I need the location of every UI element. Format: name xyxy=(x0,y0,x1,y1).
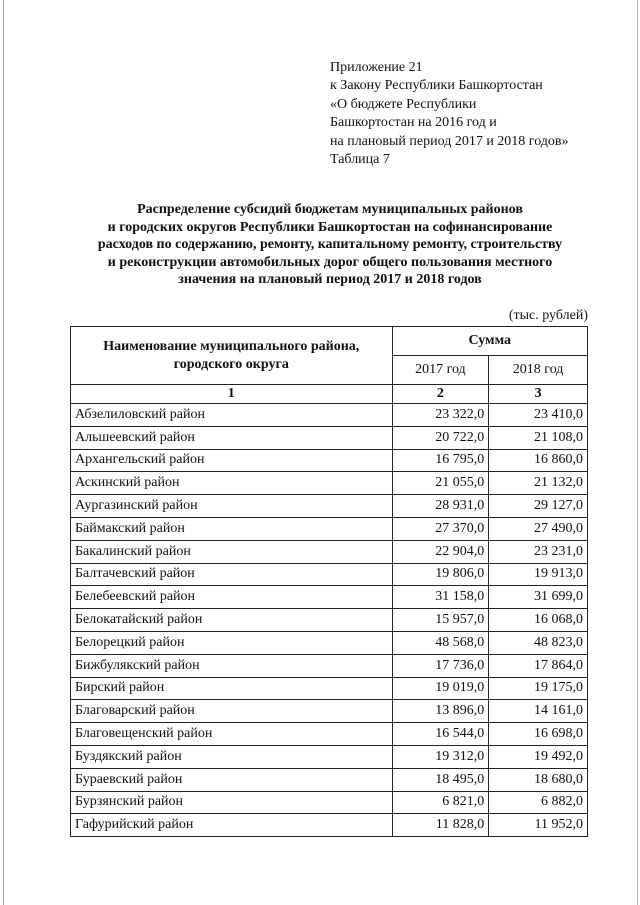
subsidy-table xyxy=(70,326,588,837)
header-sum-cell: Сумма xyxy=(392,327,587,356)
column-number: 2 xyxy=(392,385,489,404)
amount-2017-cell: 19 019,0 xyxy=(392,677,489,700)
table-row xyxy=(71,563,588,586)
district-name-cell: Бураевский район xyxy=(71,768,393,791)
amount-2018-cell: 18 680,0 xyxy=(489,768,588,791)
title-line: Распределение субсидий бюджетам муниципальных районов xyxy=(137,202,523,217)
amount-2017-cell: 48 568,0 xyxy=(392,631,489,654)
amount-2017-cell: 20 722,0 xyxy=(392,426,489,449)
table-row xyxy=(71,745,588,768)
scan-edge-left xyxy=(3,0,4,905)
table-row xyxy=(71,631,588,654)
column-numbers-row xyxy=(71,385,588,404)
table-row xyxy=(71,495,588,518)
header-year-2018: 2018 год xyxy=(489,356,588,385)
district-name-cell: Бакалинский район xyxy=(71,540,393,563)
amount-2017-cell: 18 495,0 xyxy=(392,768,489,791)
amount-2018-cell: 19 492,0 xyxy=(489,745,588,768)
district-name-cell: Благоварский район xyxy=(71,700,393,723)
amount-2017-cell: 19 312,0 xyxy=(392,745,489,768)
header-name-line1: Наименование муниципального района, xyxy=(103,338,360,354)
district-name-cell: Баймакский район xyxy=(71,517,393,540)
amount-2018-cell: 19 913,0 xyxy=(489,563,588,586)
table-row xyxy=(71,768,588,791)
title-line: расходов по содержанию, ремонту, капитальному ремонту, строительству xyxy=(97,237,563,253)
header-year-2017: 2017 год xyxy=(392,356,489,385)
table-row xyxy=(71,586,588,609)
column-number: 1 xyxy=(71,385,393,404)
district-name-cell: Бирский район xyxy=(71,677,393,700)
amount-2017-cell: 17 736,0 xyxy=(392,654,489,677)
table-row xyxy=(71,791,588,814)
amount-2017-cell: 23 322,0 xyxy=(392,404,489,427)
district-name-cell: Абзелиловский район xyxy=(71,404,393,427)
title-line: и городских округов Республики Башкортостан на софинансирование xyxy=(107,219,553,235)
annex-header xyxy=(330,59,569,169)
district-name-cell: Гафурийский район xyxy=(71,814,393,837)
amount-2017-cell: 19 806,0 xyxy=(392,563,489,586)
district-name-cell: Белебеевский район xyxy=(71,586,393,609)
table-row xyxy=(71,700,588,723)
amount-2017-cell: 13 896,0 xyxy=(392,700,489,723)
district-name-cell: Бижбулякский район xyxy=(71,654,393,677)
amount-2018-cell: 11 952,0 xyxy=(489,814,588,837)
scan-edge-right xyxy=(637,0,638,905)
table-row xyxy=(71,609,588,632)
amount-2018-cell: 6 882,0 xyxy=(489,791,588,814)
amount-2017-cell: 22 904,0 xyxy=(392,540,489,563)
table-row xyxy=(71,723,588,746)
amount-2017-cell: 21 055,0 xyxy=(392,472,489,495)
amount-2018-cell: 21 132,0 xyxy=(489,472,588,495)
header-name-cell xyxy=(71,327,393,385)
district-name-cell: Бурзянский район xyxy=(71,791,393,814)
amount-2018-cell: 29 127,0 xyxy=(489,495,588,518)
units-label: (тыс. рублей) xyxy=(508,308,588,323)
header-name-line2: городского округа xyxy=(173,356,289,372)
amount-2018-cell: 21 108,0 xyxy=(489,426,588,449)
district-name-cell: Благовещенский район xyxy=(71,723,393,746)
amount-2017-cell: 31 158,0 xyxy=(392,586,489,609)
table-row xyxy=(71,654,588,677)
annex-line: «О бюджете Республики xyxy=(330,96,477,112)
amount-2018-cell: 23 410,0 xyxy=(489,404,588,427)
table-row xyxy=(71,517,588,540)
annex-line: Приложение 21 xyxy=(330,60,423,75)
amount-2017-cell: 16 795,0 xyxy=(392,449,489,472)
district-name-cell: Буздякский район xyxy=(71,745,393,768)
amount-2017-cell: 11 828,0 xyxy=(392,814,489,837)
amount-2017-cell: 27 370,0 xyxy=(392,517,489,540)
table-row xyxy=(71,540,588,563)
district-name-cell: Белорецкий район xyxy=(71,631,393,654)
table-row xyxy=(71,426,588,449)
table-row xyxy=(71,449,588,472)
table-number: Таблица 7 xyxy=(330,152,390,168)
district-name-cell: Архангельский район xyxy=(71,449,393,472)
amount-2018-cell: 23 231,0 xyxy=(489,540,588,563)
header-row xyxy=(71,327,588,356)
table-row xyxy=(71,404,588,427)
district-name-cell: Балтачевский район xyxy=(71,563,393,586)
annex-line: Башкортостан на 2016 год и xyxy=(330,115,497,131)
amount-2018-cell: 17 864,0 xyxy=(489,654,588,677)
annex-line: на плановый период 2017 и 2018 годов» xyxy=(330,133,569,149)
column-number: 3 xyxy=(489,385,588,404)
amount-2017-cell: 6 821,0 xyxy=(392,791,489,814)
amount-2018-cell: 16 860,0 xyxy=(489,449,588,472)
district-name-cell: Аургазинский район xyxy=(71,495,393,518)
table-row xyxy=(71,814,588,837)
amount-2018-cell: 16 698,0 xyxy=(489,723,588,746)
amount-2018-cell: 48 823,0 xyxy=(489,631,588,654)
district-name-cell: Белокатайский район xyxy=(71,609,393,632)
title-line: и реконструкции автомобильных дорог общего пользования местного xyxy=(107,254,553,270)
table-row xyxy=(71,677,588,700)
table-row xyxy=(71,472,588,495)
amount-2018-cell: 16 068,0 xyxy=(489,609,588,632)
district-name-cell: Альшеевский район xyxy=(71,426,393,449)
district-name-cell: Аскинский район xyxy=(71,472,393,495)
annex-line: к Закону Республики Башкортостан xyxy=(330,78,543,94)
amount-2017-cell: 15 957,0 xyxy=(392,609,489,632)
amount-2018-cell: 19 175,0 xyxy=(489,677,588,700)
amount-2017-cell: 16 544,0 xyxy=(392,723,489,746)
amount-2017-cell: 28 931,0 xyxy=(392,495,489,518)
document-title xyxy=(70,201,590,289)
title-line: значения на плановый период 2017 и 2018 годов xyxy=(178,272,482,288)
amount-2018-cell: 31 699,0 xyxy=(489,586,588,609)
amount-2018-cell: 14 161,0 xyxy=(489,700,588,723)
amount-2018-cell: 27 490,0 xyxy=(489,517,588,540)
